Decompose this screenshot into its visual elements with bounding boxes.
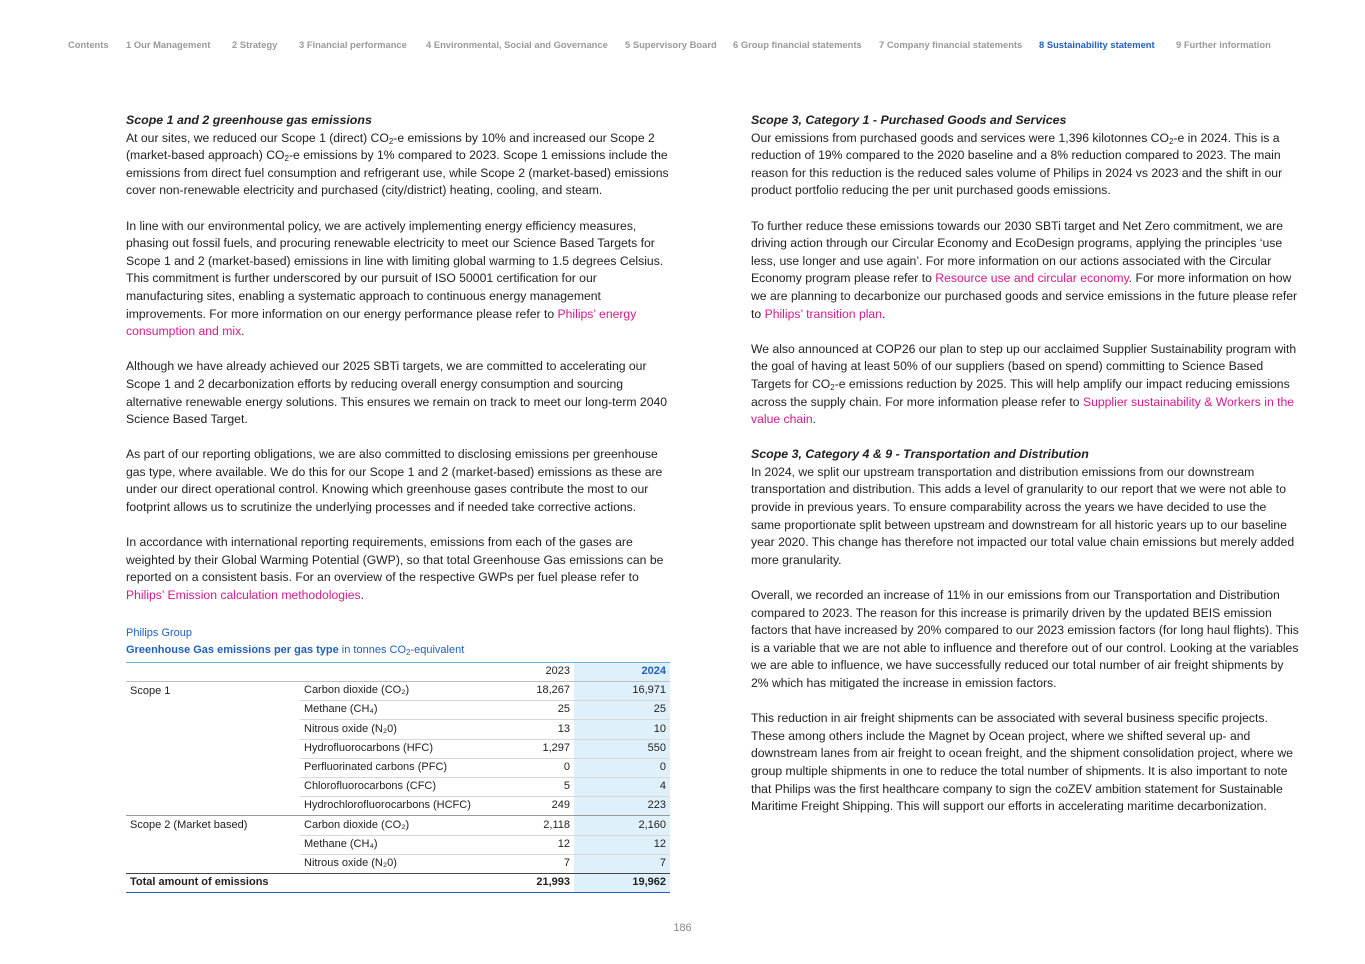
nav-esg[interactable]: 4 Environmental, Social and Governance — [426, 39, 608, 50]
gas-label: Nitrous oxide (N₂0) — [300, 720, 500, 739]
value-2024: 4 — [574, 777, 670, 796]
table-caption-group: Philips Group — [126, 626, 193, 639]
value-2023: 0 — [500, 758, 574, 777]
gas-label: Carbon dioxide (CO₂) — [300, 682, 500, 701]
nav-our-management[interactable]: 1 Our Management — [126, 39, 211, 50]
value-2024: 16,971 — [574, 682, 670, 701]
total-2023: 21,993 — [500, 873, 574, 892]
value-2023: 25 — [500, 701, 574, 720]
section-heading-scope12: Scope 1 and 2 greenhouse gas emissions — [126, 113, 372, 127]
link-supplier-sustainability[interactable]: Supplier sustainability & Workers in the value chain — [751, 394, 1295, 427]
value-2024: 25 — [574, 701, 670, 720]
value-2023: 5 — [500, 777, 574, 796]
gas-label: Chlorofluorocarbons (CFC) — [300, 777, 500, 796]
table-row — [126, 701, 670, 720]
gas-label: Hydrochlorofluorocarbons (HCFC) — [300, 797, 500, 816]
value-2023: 12 — [500, 835, 574, 854]
paragraph-scope12-intro: At our sites, we reduced our Scope 1 (direct) $CO_2-e$ emissions by 10% and increased our Scope 2 (market-based approach) $CO_2-e$ emissions by 1% compared to 2023. Scope 1 emissions include the emissions from direct fuel consumption and refrigerant use, while Scope 2 (market-based) emissions cover non-renewable electricity and purchased (city/district) heating, cooling, and steam. — [126, 130, 669, 198]
table-row — [126, 682, 670, 701]
table-row — [126, 797, 670, 816]
value-2023: 7 — [500, 854, 574, 873]
paragraph-reporting-obligations: As part of our reporting obligations, we are also committed to disclosing emissions per greenhouse gas type, where available. We do this for our Scope 1 and 2 (market-based) emissions as these are under our direct operational control. Knowing which greenhouse gases contribute the most to our footprint allows us to scrutinize the underlying processes and if needed take corrective actions. — [126, 447, 663, 515]
nav-further-information[interactable]: 9 Further information — [1176, 39, 1271, 50]
left-column — [126, 112, 674, 893]
paragraph-transport-increase: Overall, we recorded an increase of 11% in our emissions from our Transportation and Distribution compared to 2023. The reason for this increase is primarily driven by the updated BEIS emission factors that have increased by 20% compared to our 2023 emission factors (for long haul flights). This is a variable that we are not able to influence and therefore out of our control. Looking at the variables we are able to influence, we have successfully reduced our total number of air freight shipments by 2% which has mitigated the increase in emission factors. — [751, 588, 1299, 690]
table-row — [126, 777, 670, 796]
section-heading-purchased-goods: Scope 3, Category 1 - Purchased Goods and Services — [751, 113, 1067, 127]
link-resource-use[interactable]: Resource use and circular economy — [935, 271, 1129, 286]
total-label: Total amount of emissions — [126, 873, 500, 892]
paragraph-air-freight: This reduction in air freight shipments can be associated with several business specific projects. These among others include the Magnet by Ocean project, where we shifted several up- and downstream lanes from air freight to ocean freight, and the shipment consolidation project, where we group multiple shipments in one to reduce the total number of shipments. It is also important to note that Philips was the first healthcare company to sign the coZEV ambition statement for Sustainable Maritime Freight Shipping. This will support our efforts in accelerating maritime decarbonization. — [751, 711, 1293, 814]
paragraph-transport-split: In 2024, we split our upstream transportation and distribution emissions from our downstream transportation and distribution. This adds a level of granularity to our report that we were not able to provide in previous years. To ensure comparability across the years we have decided to use the same proportionate split between upstream and downstream for all historic years up to our baseline year 2020. This change has therefore not impacted our total value chain emissions but merely added more granularity. — [751, 464, 1295, 567]
nav-financial-performance[interactable]: 3 Financial performance — [299, 39, 407, 50]
value-2023: 1,297 — [500, 739, 574, 758]
value-2024: 223 — [574, 797, 670, 816]
ghg-emissions-table — [126, 662, 670, 893]
value-2023: 2,118 — [500, 816, 574, 835]
gas-label: Methane (CH₄) — [300, 835, 500, 854]
value-2024: 550 — [574, 739, 670, 758]
header-2024: 2024 — [574, 662, 670, 681]
total-2024: 19,962 — [574, 873, 670, 892]
table-caption-title: Greenhouse Gas emissions per gas type in tonnes $CO_2$-equivalent — [126, 644, 465, 658]
paragraph-purchased-goods: Our emissions from purchased goods and services were 1,396 kilotonnes $CO_2-e$ in 2024. This is a reduction of 19% compared to the 2020 baseline and a 8% reduction compared to 2023. The main reason for this reduction is the reduced sales volume of Philips in 2024 vs 2023 and the shift in our product portfolio reducing the per unit purchased goods emissions. — [751, 130, 1283, 198]
gas-label: Hydrofluorocarbons (HFC) — [300, 739, 500, 758]
nav-sustainability-statement[interactable]: 8 Sustainability statement — [1039, 39, 1155, 50]
table-header-row — [126, 662, 670, 681]
value-2023: 18,267 — [500, 682, 574, 701]
nav-supervisory-board[interactable]: 5 Supervisory Board — [625, 39, 717, 50]
value-2023: 249 — [500, 797, 574, 816]
value-2024: 0 — [574, 758, 670, 777]
paragraph-circular-economy: To further reduce these emissions towards our 2030 SBTi target and Net Zero commitment, we are driving action through our Circular Economy and EcoDesign programs, applying the principles ‘use less, use longer and use again’. For more information on our actions associated with the Circular Economy program please refer to Resource use and circular economy. For more information on how we are planning to decarbonize our purchased goods and service emissions in the future please refer to Philips’ transition plan. — [751, 218, 1298, 321]
value-2023: 13 — [500, 720, 574, 739]
table-row — [126, 854, 670, 873]
table-row — [126, 739, 670, 758]
link-emission-methodologies[interactable]: Philips’ Emission calculation methodologies — [126, 588, 361, 603]
value-2024: 7 — [574, 854, 670, 873]
paragraph-energy-policy: In line with our environmental policy, we are actively implementing energy efficiency measures, phasing out fossil fuels, and procuring renewable electricity to meet our Science Based Targets for Scope 1 and 2 (market-based) emissions in line with limiting global warming to 1.5 degrees Celsius. This commitment is further underscored by our pursuit of ISO 50001 certification for our manufacturing sites, enabling a systematic approach to continuous energy management improvements. For more information on our energy performance please refer to Philips’ energy consumption and mix. — [126, 218, 664, 339]
link-energy-consumption[interactable]: Philips’ energy consumption and mix — [126, 306, 637, 339]
paragraph-supplier-program: We also announced at COP26 our plan to step up our acclaimed Supplier Sustainability program with the goal of having at least 50% of our suppliers (based on spend) committing to Science Based Targets for $CO_2-e$ emissions reduction by 2025. This will help amplify our impact reducing emissions across the supply chain. For more information please refer to Supplier sustainability & Workers in the value chain. — [751, 341, 1297, 427]
gas-label: Carbon dioxide (CO₂) — [300, 816, 500, 835]
link-transition-plan[interactable]: Philips’ transition plan — [764, 306, 882, 321]
value-2024: 2,160 — [574, 816, 670, 835]
table-total-row — [126, 873, 670, 892]
table-row — [126, 758, 670, 777]
gas-label: Methane (CH₄) — [300, 701, 500, 720]
gas-label: Nitrous oxide (N₂0) — [300, 854, 500, 873]
value-2024: 12 — [574, 835, 670, 854]
value-2024: 10 — [574, 720, 670, 739]
table-row — [126, 720, 670, 739]
nav-strategy[interactable]: 2 Strategy — [232, 39, 278, 50]
nav-contents[interactable]: Contents — [68, 39, 109, 50]
header-2023: 2023 — [500, 662, 574, 681]
table-row — [126, 816, 670, 835]
page-number: 186 — [673, 922, 692, 934]
right-column — [751, 112, 1299, 833]
paragraph-sbti-targets: Although we have already achieved our 2025 SBTi targets, we are committed to accelerating our Scope 1 and 2 decarbonization efforts by reducing overall energy consumption and sourcing alternative renewable energy solutions. This ensures we remain on track to meet our long-term 2040 Science Based Target. — [126, 359, 668, 427]
nav-group-financial-statements[interactable]: 6 Group financial statements — [733, 39, 862, 50]
scope-label: Scope 1 — [126, 682, 300, 701]
scope-label: Scope 2 (Market based) — [126, 816, 300, 835]
paragraph-gwp: In accordance with international reporting requirements, emissions from each of the gases are weighted by their Global Warming Potential (GWP), so that total Greenhouse Gas emissions can be reported on a consistent basis. For an overview of the respective GWPs per fuel please refer to Philips’ Emission calculation methodologies. — [126, 535, 664, 603]
gas-label: Perfluorinated carbons (PFC) — [300, 758, 500, 777]
section-heading-transportation: Scope 3, Category 4 & 9 - Transportation and Distribution — [751, 447, 1089, 462]
table-row — [126, 835, 670, 854]
nav-company-financial-statements[interactable]: 7 Company financial statements — [879, 39, 1023, 50]
